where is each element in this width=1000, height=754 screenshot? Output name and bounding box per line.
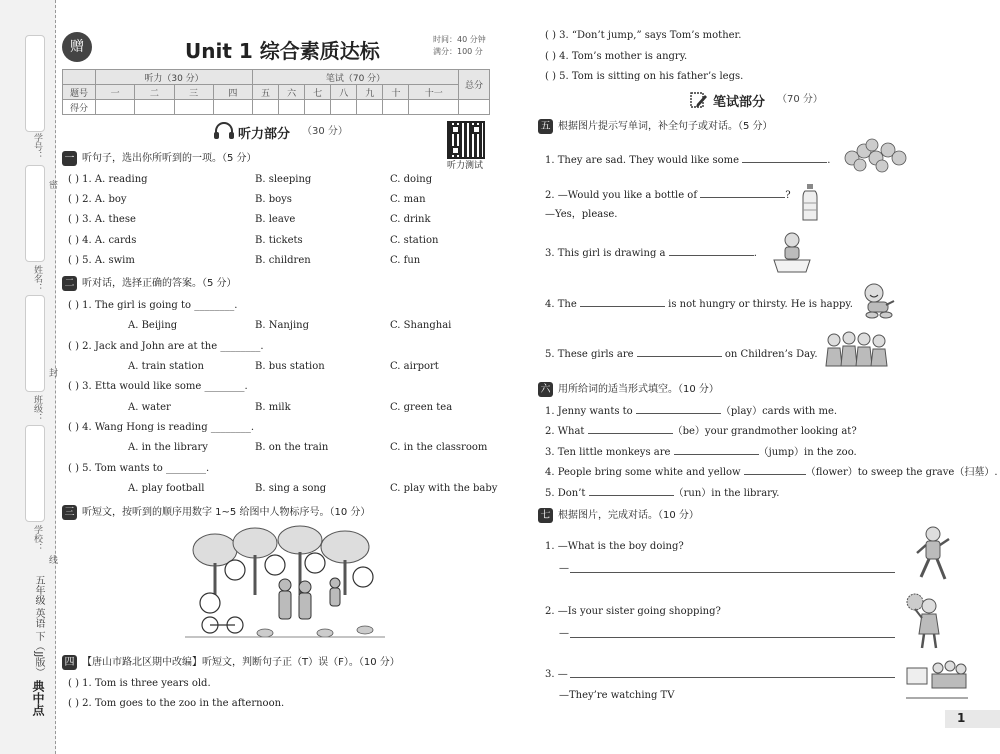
s7-a3: —They’re watching TV [559,690,675,701]
score-table [62,69,490,115]
s4-q2: ( ) 2. Tom goes to the zoo in the afternoon. [68,698,285,709]
s2-q1-c: C. Shanghai [390,320,452,331]
s6-q3-blank[interactable] [674,444,759,455]
s2-q4: ( ) 4. Wang Hong is reading ________. [68,422,255,433]
s4-q1: ( ) 1. Tom is three years old. [68,678,211,689]
s5-q2-blank[interactable] [700,187,785,198]
s7-q3: 3. — [545,669,568,680]
score-cell[interactable] [253,100,279,115]
s6-q4-text: 4. People bring some white and yellow [545,467,741,478]
col-num: 三 [174,85,213,100]
col-num: 九 [357,85,383,100]
score-cell[interactable] [357,100,383,115]
score-cell[interactable] [279,100,305,115]
s6-q3-text: 3. Ten little monkeys are [545,447,671,458]
s2-q2-c: C. airport [390,361,439,372]
s7-q2: 2. —Is your sister going shopping? [545,606,721,617]
section-2-text: 听对话，选择正确的答案。（5 分） [82,278,237,289]
score-cell[interactable] [409,100,459,115]
student-id-label: 学号： [32,133,42,160]
s5-q3-end: . [753,248,757,259]
s1-q2-c: C. man [390,194,426,205]
s5-q1-end: . [827,155,831,166]
s5-q4-blank[interactable] [580,296,665,307]
s5-q1-blank[interactable] [742,152,827,163]
score-cell[interactable] [135,100,174,115]
section-1-title [62,151,257,166]
s1-q1-c: C. doing [390,174,433,185]
boy-running-picture [915,525,951,589]
s6-q2-text: 2. What [545,426,585,437]
col-num: 五 [253,85,279,100]
s2-q1: ( ) 1. The girl is going to ________. [68,300,238,311]
s1-q1-a: ( ) 1. A. reading [68,174,148,185]
s4-q3: ( ) 3. “Don’t jump,” says Tom’s mother. [545,30,742,41]
s5-q1 [545,152,830,167]
s6-q4-end: （flower）to sweep the grave（扫墓）. [805,467,998,478]
section-6-title [538,382,719,397]
s2-q1-a: A. Beijing [128,320,178,331]
section-5-number: 五 [538,119,553,134]
s2-q4-a: A. in the library [128,442,208,453]
s6-q5-text: 5. Don’t [545,488,586,499]
section-1-text: 听句子，选出你所听到的一项。（5 分） [82,153,257,164]
s5-q4-end: is not hungry or thirsty. He is happy. [668,299,853,310]
page-number: 1 [957,711,966,725]
s6-q4-blank[interactable] [744,464,806,475]
s5-q3-text: 3. This girl is drawing a [545,248,666,259]
s6-q2-end: （be）your grandmother looking at? [672,426,857,437]
s2-q1-b: B. Nanjing [255,320,309,331]
s5-q5 [545,346,818,361]
section-7-text: 根据图片，完成对话。（10 分） [558,510,699,521]
student-id-box[interactable] [25,35,45,132]
row-label: 题号 [63,85,96,100]
col-num: 一 [96,85,135,100]
s5-q3-blank[interactable] [669,245,754,256]
s7-a2-dash: — [559,628,569,639]
s5-q5-text: 5. These girls are [545,349,634,360]
s4-q5: ( ) 5. Tom is sitting on his father’s legs. [545,71,744,82]
s2-q2-b: B. bus station [255,361,325,372]
school-label: 学校： [32,525,42,552]
s2-q5-a: A. play football [128,483,205,494]
s6-q4 [545,464,998,479]
page-number-tab [945,710,1000,728]
listening-header: 听力（30 分） [96,70,253,85]
s2-q4-c: C. in the classroom [390,442,488,453]
brand-logo: 典中点 [31,680,45,716]
park-scene-illustration [185,525,385,647]
girl-cheerleading-picture [905,592,951,654]
s5-q2-text: 2. —Would you like a bottle of [545,190,698,201]
section-2-number: 二 [62,276,77,291]
s6-q2 [545,423,857,438]
s2-q2: ( ) 2. Jack and John are at the ________. [68,341,264,352]
section-7-number: 七 [538,508,553,523]
time-limit: 时间：40 分钟 [433,35,486,44]
s5-q3 [545,245,757,260]
s6-q5-blank[interactable] [589,485,674,496]
full-score: 满分：100 分 [433,47,483,56]
class-box[interactable] [25,295,45,392]
s1-q5-a: ( ) 5. A. swim [68,255,135,266]
s6-q1-end: （play）cards with me. [720,406,838,417]
col-num: 七 [305,85,331,100]
score-label: 得分 [63,100,96,115]
s1-q5-c: C. fun [390,255,421,266]
s7-a1-dash: — [559,563,569,574]
s2-q3: ( ) 3. Etta would like some ________. [68,381,248,392]
s6-q3 [545,444,857,459]
s1-q2-a: ( ) 2. A. boy [68,194,127,205]
score-cell[interactable] [213,100,252,115]
water-bottle-picture [800,183,820,227]
s5-q4-text: 4. The [545,299,577,310]
s2-q5: ( ) 5. Tom wants to ________. [68,463,210,474]
score-cell[interactable] [174,100,213,115]
section-3-title [62,505,370,520]
s2-q2-a: A. train station [128,361,204,372]
section-5-text: 根据图片提示写单词，补全句子或对话。（5 分） [558,121,773,132]
col-num: 四 [213,85,252,100]
total-header: 总分 [459,70,490,100]
s1-q4-c: C. station [390,235,439,246]
listening-points: （30 分） [302,126,348,137]
s1-q5-b: B. children [255,255,311,266]
s1-q1-b: B. sleeping [255,174,312,185]
s5-q1-text: 1. They are sad. They would like some [545,155,740,166]
girls-celebrating-picture [824,330,888,374]
section-1-number: 一 [62,151,77,166]
section-6-number: 六 [538,382,553,397]
score-cell[interactable] [305,100,331,115]
section-7-title [538,508,699,523]
listening-title: 听力部分 [238,127,291,142]
cut-mark-seal: 密 [47,180,57,189]
score-cell[interactable] [459,100,490,115]
pencil-note-icon [690,91,708,113]
name-box[interactable] [25,165,45,262]
s2-q3-a: A. water [128,402,171,413]
s5-q5-blank[interactable] [637,346,722,357]
col-num: 八 [331,85,357,100]
section-3-text: 听短文，按听到的顺序用数字 1~5 给图中人物标序号。（10 分） [82,507,371,518]
section-4-title [62,655,400,670]
section-4-text: 【唐山市路北区期中改编】听短文，判断句子正（T）误（F）。（10 分） [82,657,400,668]
s5-q4 [545,296,853,311]
section-5-title [538,119,773,134]
s2-q3-c: C. green tea [390,402,453,413]
class-label: 班级： [32,395,42,422]
s7-q3-line[interactable] [570,677,895,678]
section-2-title [62,276,237,291]
s2-q3-b: B. milk [255,402,291,413]
score-cell[interactable] [331,100,357,115]
section-4-number: 四 [62,655,77,670]
family-watching-tv-picture [906,658,968,708]
s6-q1 [545,403,837,418]
binding-margin [0,0,56,754]
headphone-icon [213,122,235,144]
s5-q2-reply: —Yes，please. [545,209,618,220]
cut-mark-line: 线 [47,555,57,564]
s1-q2-b: B. boys [255,194,292,205]
s5-q5-end: on Children’s Day. [724,349,818,360]
score-cell[interactable] [96,100,135,115]
s7-a1-line[interactable] [570,572,895,573]
s6-q1-text: 1. Jenny wants to [545,406,633,417]
col-num: 六 [279,85,305,100]
page-title: Unit 1 综合素质达标 [185,39,380,63]
s2-q5-c: C. play with the baby [390,483,498,494]
col-num: 二 [135,85,174,100]
s1-q4-a: ( ) 4. A. cards [68,235,137,246]
s6-q5 [545,485,779,500]
s4-q4: ( ) 4. Tom’s mother is angry. [545,51,688,62]
s2-q4-b: B. on the train [255,442,329,453]
happy-baby-picture [858,281,898,323]
qr-code[interactable] [447,121,485,159]
girl-drawing-picture [772,230,812,278]
writing-title: 笔试部分 [713,95,766,110]
grade-label: 五年级 英语 下（JJ版） [33,575,44,678]
s7-a2-line[interactable] [570,637,895,638]
s2-q5-b: B. sing a song [255,483,327,494]
sweets-picture [842,136,910,178]
gift-badge: 赠 [62,32,92,62]
s6-q1-blank[interactable] [636,403,721,414]
section-6-text: 用所给词的适当形式填空。（10 分） [558,384,719,395]
s5-q2-end: ? [785,190,791,201]
score-cell[interactable] [383,100,409,115]
s6-q2-blank[interactable] [588,423,673,434]
col-num: 十 [383,85,409,100]
writing-header: 笔试（70 分） [253,70,459,85]
writing-points: （70 分） [777,94,823,105]
school-box[interactable] [25,425,45,522]
s6-q5-end: （run）in the library. [673,488,780,499]
s6-q3-end: （jump）in the zoo. [758,447,857,458]
cut-mark-fold: 封 [47,368,57,377]
s5-q2 [545,187,791,202]
s1-q3-c: C. drink [390,214,431,225]
col-num: 十一 [409,85,459,100]
s1-q3-b: B. leave [255,214,296,225]
s1-q3-a: ( ) 3. A. these [68,214,136,225]
qr-label: 听力测试 [447,161,484,171]
section-3-number: 三 [62,505,77,520]
s1-q4-b: B. tickets [255,235,303,246]
name-label: 姓名： [32,265,42,292]
s7-q1: 1. —What is the boy doing? [545,541,684,552]
